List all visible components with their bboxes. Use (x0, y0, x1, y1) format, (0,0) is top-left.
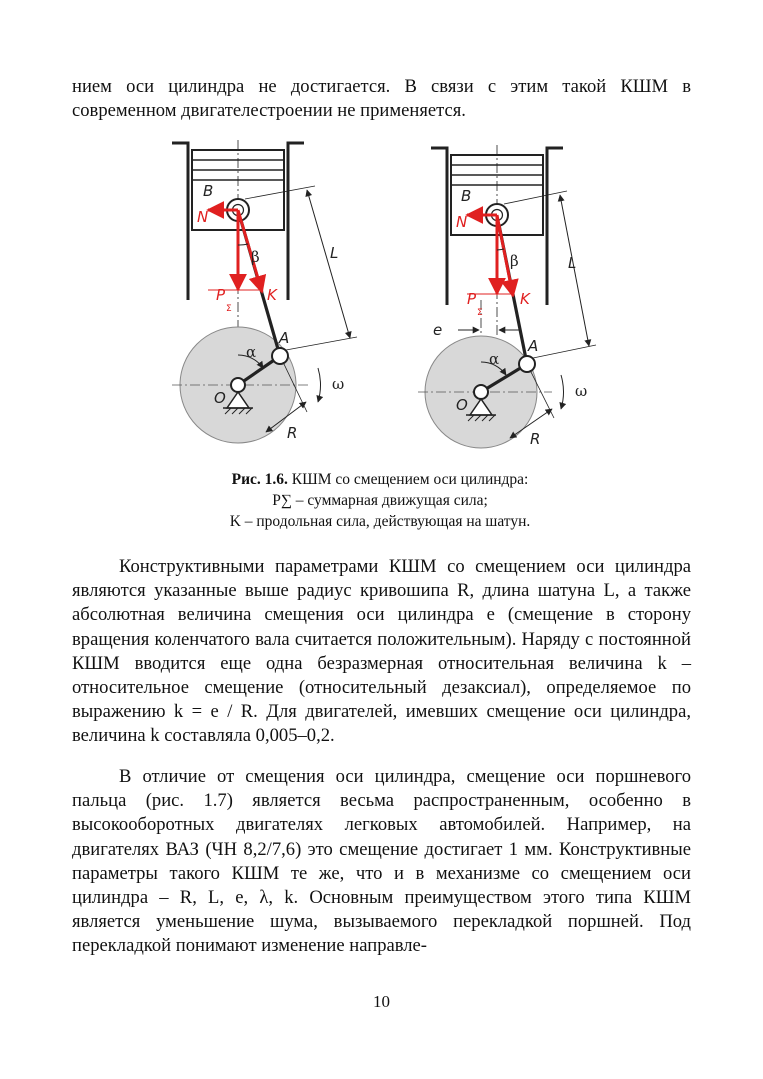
svg-text:B: B (203, 182, 214, 200)
svg-text:R: R (287, 424, 298, 442)
cylinder-wall-left (172, 143, 188, 300)
cylinder-wall-right (288, 143, 304, 300)
svg-text:K: K (267, 286, 277, 304)
svg-text:Σ: Σ (477, 308, 483, 318)
svg-text:e: e (433, 321, 443, 339)
svg-text:β: β (510, 252, 519, 270)
paragraph-parameters: Конструктивными параметрами КШМ со смещением оси цилиндра являются указанные выше радиус кривошипа R, длина шатуна L, а также абсолютная величина смещения оси цилиндра e (смещение в сторону вращения коленчатого вала считается положительным). Наряду с постоянной КШМ вводится еще одна безразмерная относительная величина k – относительное смещение (относительный дезаксиал), определяемое по выражению k = e / R. Для двигателей, имевших смещение оси цилиндра, величина k составляла 0,005–0,2. (72, 556, 691, 747)
paragraph-pin-offset: В отличие от смещения оси цилиндра, смещение оси поршневого пальца (рис. 1.7) является весьма распространенным, особенно в высокооборотных двигателях легковых автомобилей. Например, на двигателях ВАЗ (ЧН 8,2/7,6) это смещение достигает 1 мм. Конструктивные параметры такого КШМ те же, что и в механизме со смещением оси цилиндра – R, L, e, λ, k. Основным преимуществом этого типа КШМ является уменьшение шума, вызываемого перекладкой поршней. Под перекладкой понимают изменение направле- (72, 766, 691, 957)
figure-caption (120, 469, 640, 532)
svg-text:α: α (246, 343, 257, 361)
caption-title: КШМ со смещением оси цилиндра: (291, 471, 529, 488)
svg-text:P: P (467, 290, 477, 308)
caption-label: Рис. 1.6. (231, 471, 288, 488)
svg-text:ω: ω (575, 382, 588, 400)
page-number: 10 (373, 992, 390, 1011)
cylinder-wall-right (547, 148, 563, 305)
paragraph-intro: нием оси цилиндра не достигается. В связи с этим такой КШМ в современном двигателестроении не применяется. (72, 76, 691, 122)
main-bearing (474, 385, 488, 399)
cylinder-wall-left (431, 148, 447, 305)
crank-pin (519, 356, 535, 372)
svg-text:O: O (214, 389, 226, 407)
svg-text:A: A (528, 337, 539, 355)
svg-text:N: N (456, 213, 468, 231)
omega-arrow (561, 375, 563, 409)
diagram-left (172, 140, 357, 443)
caption-line-2: P∑ – суммарная движущая сила; (272, 492, 488, 509)
svg-text:K: K (520, 290, 530, 308)
svg-text:L: L (568, 254, 577, 272)
svg-text:R: R (530, 430, 541, 448)
svg-text:ω: ω (332, 375, 345, 393)
svg-text:L: L (330, 244, 339, 262)
dimension-L (307, 190, 350, 338)
svg-text:A: A (279, 329, 290, 347)
svg-text:B: B (461, 187, 472, 205)
diagram-right (418, 145, 596, 448)
figure-crank-mechanism (0, 0, 763, 470)
omega-arrow (318, 368, 320, 402)
svg-text:Σ: Σ (226, 304, 232, 314)
svg-text:α: α (489, 350, 500, 368)
svg-text:N: N (197, 208, 209, 226)
main-bearing (231, 378, 245, 392)
svg-text:β: β (251, 248, 260, 266)
svg-text:O: O (456, 396, 468, 414)
svg-text:P: P (216, 286, 226, 304)
caption-line-3: K – продольная сила, действующая на шатун. (229, 513, 531, 530)
crank-pin (272, 348, 288, 364)
caption-line-1 (120, 469, 640, 490)
